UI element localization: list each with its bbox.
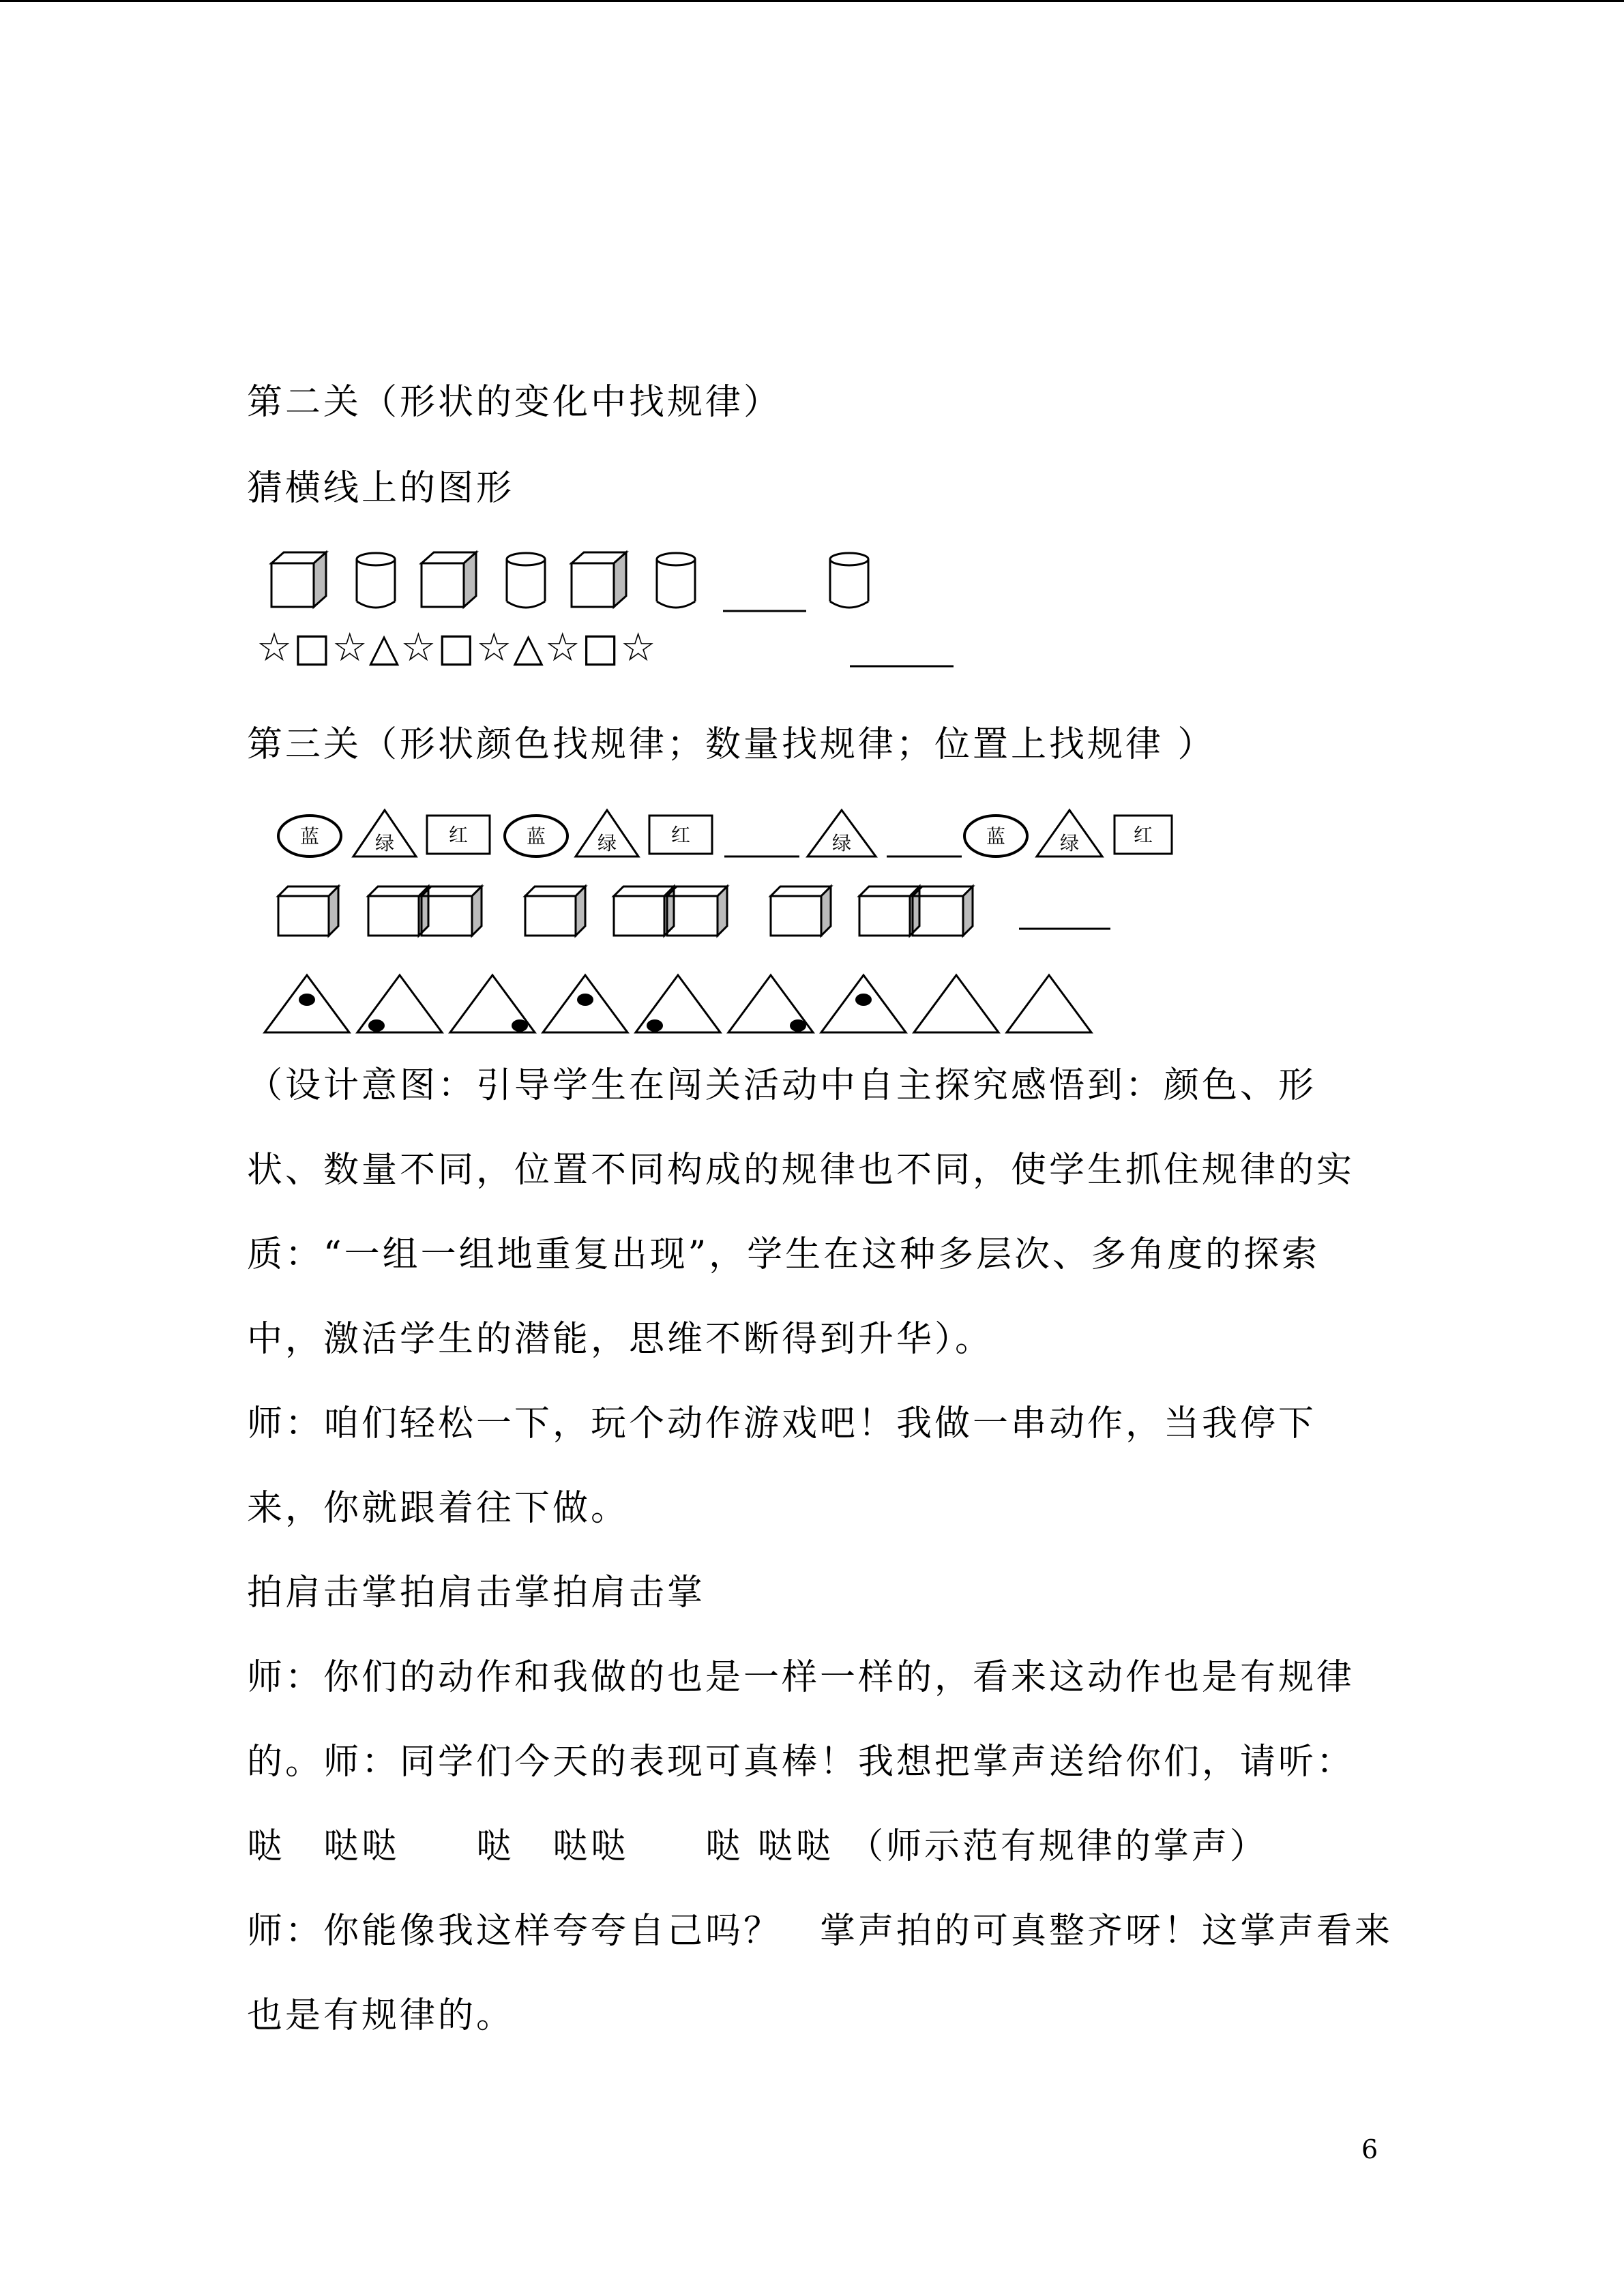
star-shape-sequence: ☆□☆△☆□☆△☆□☆ [256, 624, 658, 670]
green-triangle-shape [808, 810, 876, 856]
level2-task: 猜横线上的图形 [247, 468, 515, 509]
cube-icon [667, 886, 727, 936]
paragraph-line: 拍肩击掌拍肩击掌拍肩击掌 [247, 1572, 706, 1613]
cube-icon [422, 552, 476, 607]
svg-text:蓝: 蓝 [986, 825, 1006, 848]
paragraph-line: 来，你就跟着往下做。 [247, 1488, 630, 1529]
blue-circle-shape [964, 816, 1027, 856]
paragraph-line: 也是有规律的。 [247, 1995, 515, 2036]
red-square-shape [649, 816, 712, 854]
svg-text:绿: 绿 [1059, 832, 1080, 854]
svg-text:蓝: 蓝 [526, 825, 546, 848]
cube-count-row [273, 885, 1132, 940]
dot-marker [368, 1019, 385, 1032]
svg-text:绿: 绿 [831, 832, 852, 854]
paragraph-line: 哒 哒哒 哒 哒哒 哒 哒哒 （师示范有规律的掌声） [247, 1826, 1269, 1867]
svg-text:红: 红 [448, 824, 469, 846]
level3-heading: 第三关（形状颜色找规律；数量找规律；位置上找规律 ） [247, 724, 1216, 765]
cube-cylinder-row [259, 551, 887, 619]
cube-icon [271, 552, 326, 607]
cube-icon [913, 886, 973, 936]
green-triangle-shape [1037, 810, 1102, 856]
triangle-shape [914, 975, 999, 1032]
page-top-border [0, 0, 1624, 2]
paragraph-line: 状、数量不同，位置不同构成的规律也不同，使学生抓住规律的实 [247, 1150, 1355, 1191]
svg-text:绿: 绿 [597, 832, 617, 854]
svg-text:红: 红 [670, 824, 691, 846]
paragraph-line: 师：咱们轻松一下，玩个动作游戏吧！我做一串动作，当我停下 [247, 1403, 1317, 1444]
dot-marker [577, 994, 593, 1006]
cylinder-icon [357, 553, 395, 608]
cube-icon [422, 886, 482, 936]
answer-blank-2 [850, 663, 959, 670]
cube-icon [525, 886, 585, 936]
cube-icon [859, 886, 919, 936]
svg-text:红: 红 [1133, 824, 1153, 846]
dot-marker [512, 1019, 528, 1032]
red-square-shape [427, 816, 490, 854]
dot-triangle-row [262, 971, 1108, 1039]
cylinder-icon [657, 553, 695, 608]
page-number: 6 [1361, 2134, 1378, 2164]
paragraph-line: 的。师：同学们今天的表现可真棒！我想把掌声送给你们，请听： [247, 1742, 1355, 1783]
svg-text:蓝: 蓝 [299, 825, 320, 848]
cylinder-icon [507, 553, 545, 608]
green-triangle-shape [353, 810, 416, 856]
paragraph-line: （设计意图：引导学生在闯关活动中自主探究感悟到：颜色、形 [247, 1065, 1317, 1106]
cube-icon [572, 552, 626, 607]
cube-icon [771, 886, 831, 936]
cube-icon [368, 886, 428, 936]
triangle-shape [1007, 975, 1091, 1032]
paragraph-line: 师：你们的动作和我做的也是一样一样的，看来这动作也是有规律 [247, 1657, 1355, 1698]
cube-icon [614, 886, 674, 936]
svg-text:绿: 绿 [374, 832, 395, 854]
level2-heading: 第二关（形状的变化中找规律） [247, 382, 782, 423]
paragraph-line: 质：“一组一组地重复出现”，学生在这种多层次、多角度的探索 [247, 1234, 1320, 1275]
dot-marker [299, 994, 315, 1006]
green-triangle-shape [576, 810, 638, 856]
dot-marker [647, 1019, 663, 1032]
blue-circle-shape [505, 816, 567, 856]
cylinder-icon [830, 553, 868, 608]
blue-circle-shape [278, 816, 341, 856]
red-square-shape [1114, 816, 1172, 854]
dot-marker [855, 994, 872, 1006]
paragraph-line: 师：你能像我这样夸夸自己吗？ 掌声拍的可真整齐呀！这掌声看来 [247, 1911, 1393, 1952]
dot-marker [790, 1019, 806, 1032]
color-shape-row [273, 806, 1194, 861]
paragraph-line: 中，激活学生的潜能，思维不断得到升华）。 [247, 1319, 994, 1360]
cube-icon [278, 886, 338, 936]
